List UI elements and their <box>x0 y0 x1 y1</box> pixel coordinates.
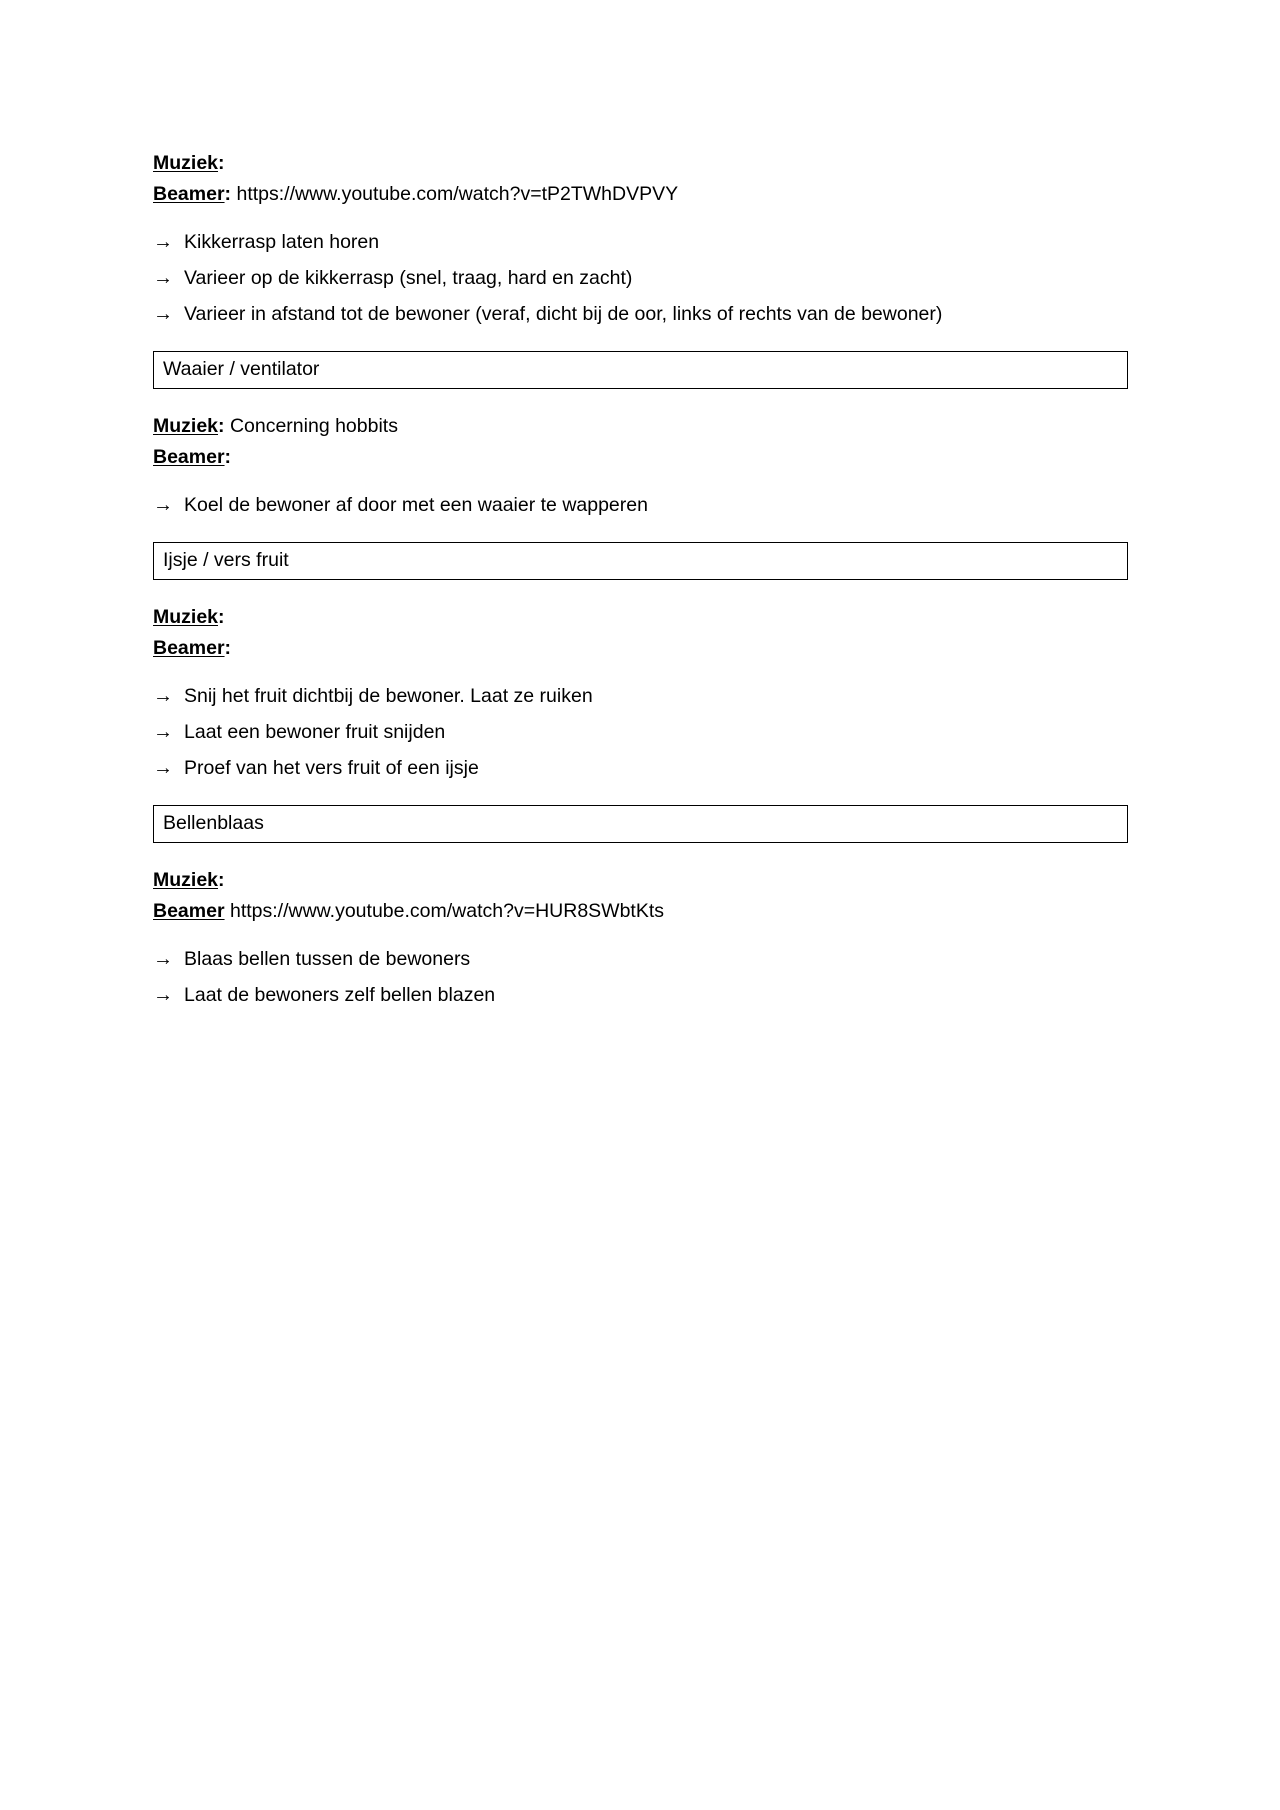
section-bellenblaas <box>153 805 1128 1010</box>
beamer-separator: : <box>224 183 232 205</box>
list-item <box>153 717 1128 747</box>
spacer <box>153 664 1128 681</box>
beamer-label: Beamer <box>153 900 225 922</box>
spacer <box>153 783 1128 805</box>
list-item <box>153 490 1128 520</box>
beamer-line <box>153 442 1128 473</box>
spacer <box>153 927 1128 944</box>
music-line <box>153 865 1128 896</box>
beamer-line <box>153 896 1128 927</box>
music-separator: : <box>218 606 225 628</box>
beamer-separator: : <box>224 446 232 468</box>
arrow-right-icon: → <box>153 984 173 1006</box>
beamer-separator: : <box>224 637 232 659</box>
beamer-label: Beamer <box>153 183 225 205</box>
music-separator: : <box>218 152 225 174</box>
list-item-text: Kikkerrasp laten horen <box>184 231 380 253</box>
list-item-text: Varieer op de kikkerrasp (snel, traag, hard en zacht) <box>184 267 633 289</box>
music-label: Muziek <box>153 415 219 437</box>
spacer <box>153 580 1128 602</box>
arrow-right-icon: → <box>153 494 173 516</box>
music-line <box>153 602 1128 633</box>
music-label: Muziek <box>153 606 219 628</box>
arrow-right-icon: → <box>153 303 173 325</box>
music-separator: : <box>218 869 225 891</box>
arrow-right-icon: → <box>153 267 173 289</box>
arrow-right-icon: → <box>153 948 173 970</box>
list-item-text: Proef van het vers fruit of een ijsje <box>184 757 479 779</box>
list-item <box>153 753 1128 783</box>
bullet-list <box>153 681 1128 783</box>
beamer-url[interactable]: https://www.youtube.com/watch?v=tP2TWhDVPVY <box>236 183 679 205</box>
music-value: Concerning hobbits <box>229 415 398 437</box>
list-item-text: Blaas bellen tussen de bewoners <box>184 948 471 970</box>
arrow-right-icon: → <box>153 685 173 707</box>
bullet-list <box>153 227 1128 329</box>
bullet-list <box>153 490 1128 520</box>
beamer-line <box>153 633 1128 664</box>
section-heading-box: Ijsje / vers fruit <box>153 542 1128 580</box>
list-item <box>153 944 1128 974</box>
section-waaier-ventilator <box>153 351 1128 520</box>
arrow-right-icon: → <box>153 757 173 779</box>
section-intro-kikkerrasp <box>153 148 1128 329</box>
list-item <box>153 263 1128 293</box>
list-item <box>153 227 1128 257</box>
spacer <box>153 210 1128 227</box>
music-line <box>153 411 1128 442</box>
document-body <box>153 148 1128 1010</box>
list-item-text: Snij het fruit dichtbij de bewoner. Laat ze ruiken <box>184 685 593 707</box>
beamer-line <box>153 179 1128 210</box>
list-item <box>153 299 1128 329</box>
list-item-text: Laat een bewoner fruit snijden <box>184 721 446 743</box>
spacer <box>153 389 1128 411</box>
list-item <box>153 980 1128 1010</box>
music-separator: : <box>218 415 225 437</box>
section-heading-box: Bellenblaas <box>153 805 1128 843</box>
spacer <box>153 520 1128 542</box>
list-item-text: Varieer in afstand tot de bewoner (veraf, dicht bij de oor, links of rechts van de bewoner) <box>184 303 943 325</box>
music-label: Muziek <box>153 152 219 174</box>
beamer-url[interactable]: https://www.youtube.com/watch?v=HUR8SWbtKts <box>229 900 665 922</box>
spacer <box>153 843 1128 865</box>
beamer-label: Beamer <box>153 446 225 468</box>
arrow-right-icon: → <box>153 231 173 253</box>
section-heading-box: Waaier / ventilator <box>153 351 1128 389</box>
spacer <box>153 329 1128 351</box>
arrow-right-icon: → <box>153 721 173 743</box>
list-item-text: Laat de bewoners zelf bellen blazen <box>184 984 496 1006</box>
beamer-label: Beamer <box>153 637 225 659</box>
section-ijsje-vers-fruit <box>153 542 1128 783</box>
bullet-list <box>153 944 1128 1010</box>
spacer <box>153 473 1128 490</box>
list-item-text: Koel de bewoner af door met een waaier te wapperen <box>184 494 648 516</box>
music-label: Muziek <box>153 869 219 891</box>
music-line <box>153 148 1128 179</box>
list-item <box>153 681 1128 711</box>
